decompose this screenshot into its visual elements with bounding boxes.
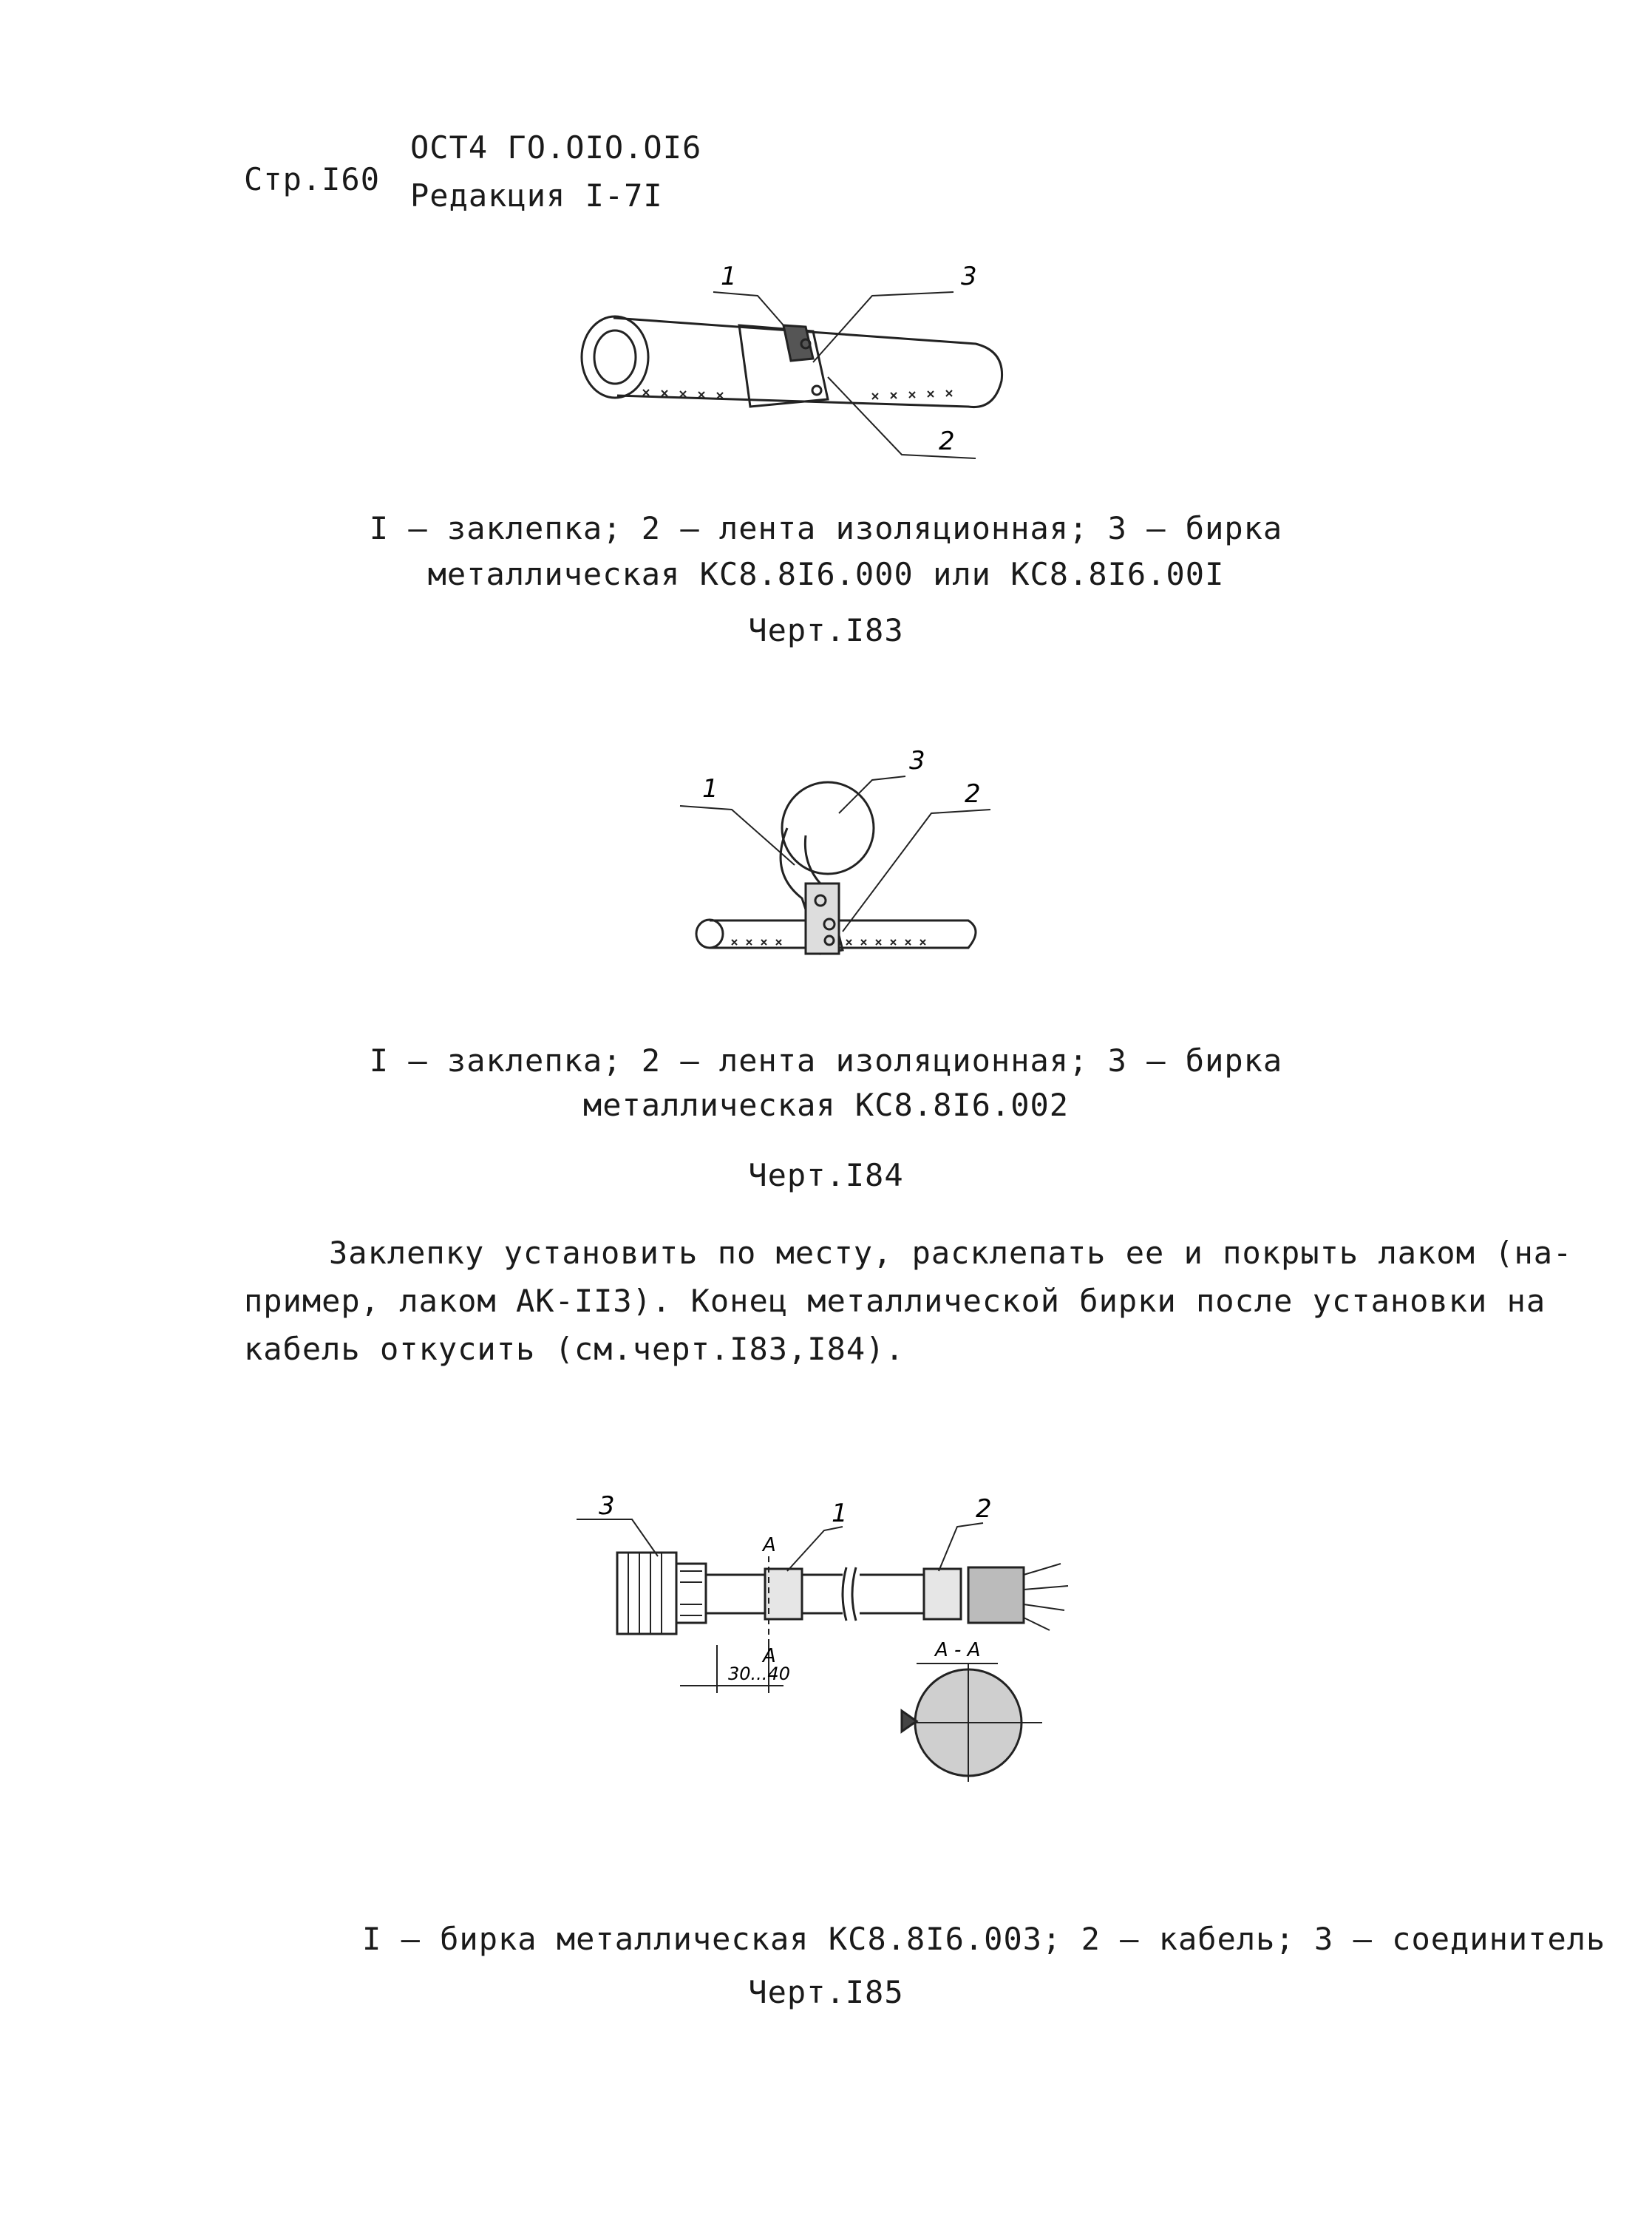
figure-183-drawing bbox=[562, 251, 1035, 473]
figure-185-drawing bbox=[569, 1486, 1101, 1826]
body-paragraph-line1: Заклепку установить по месту, расклепать ее и покрыть лаком (на- bbox=[329, 1235, 1573, 1271]
fig184-callout-1: 1 bbox=[702, 774, 718, 804]
fig185-callout-1: 1 bbox=[832, 1499, 848, 1528]
fig185-section-mark-bottom: A bbox=[763, 1645, 776, 1667]
body-paragraph-line3: кабель откусить (см.черт.I83,I84). bbox=[244, 1331, 905, 1367]
fig185-callout-2: 2 bbox=[976, 1494, 992, 1524]
fig184-caption-line1: I – заклепка; 2 – лента изоляционная; 3 – бирка bbox=[369, 1042, 1283, 1079]
fig183-caption-line1: I – заклепка; 2 – лента изоляционная; 3 – бирка bbox=[369, 510, 1283, 546]
figure-184-drawing bbox=[673, 739, 1005, 976]
fig184-callout-3: 3 bbox=[909, 746, 925, 776]
document-code: ОСТ4 ГО.ОIО.ОI6 bbox=[410, 129, 702, 166]
page-number: Стр.I60 bbox=[244, 161, 381, 197]
fig185-dimension: 30...40 bbox=[728, 1664, 790, 1684]
fig183-title: Черт.I83 bbox=[748, 612, 904, 648]
fig183-callout-3: 3 bbox=[961, 262, 977, 291]
fig184-caption-line2: металлическая КС8.8I6.002 bbox=[582, 1087, 1070, 1123]
fig183-callout-1: 1 bbox=[721, 262, 737, 291]
fig185-title: Черт.I85 bbox=[748, 1974, 904, 2010]
fig183-caption-line2: металлическая КС8.8I6.000 или КС8.8I6.00I bbox=[427, 556, 1225, 592]
fig185-callout-3: 3 bbox=[599, 1491, 615, 1521]
fig185-caption: I – бирка металлическая КС8.8I6.003; 2 – кабель; 3 – соединитель bbox=[362, 1921, 1606, 1957]
fig184-callout-2: 2 bbox=[965, 779, 981, 809]
body-paragraph-line2: пример, лаком АК-II3). Конец металлической бирки после установки на bbox=[244, 1283, 1546, 1319]
fig184-title: Черт.I84 bbox=[748, 1157, 904, 1193]
fig185-section-title: А - А bbox=[935, 1639, 981, 1661]
revision-label: Редакция I-7I bbox=[410, 177, 663, 214]
fig183-callout-2: 2 bbox=[939, 427, 955, 456]
fig185-section-mark-top: A bbox=[763, 1534, 776, 1556]
